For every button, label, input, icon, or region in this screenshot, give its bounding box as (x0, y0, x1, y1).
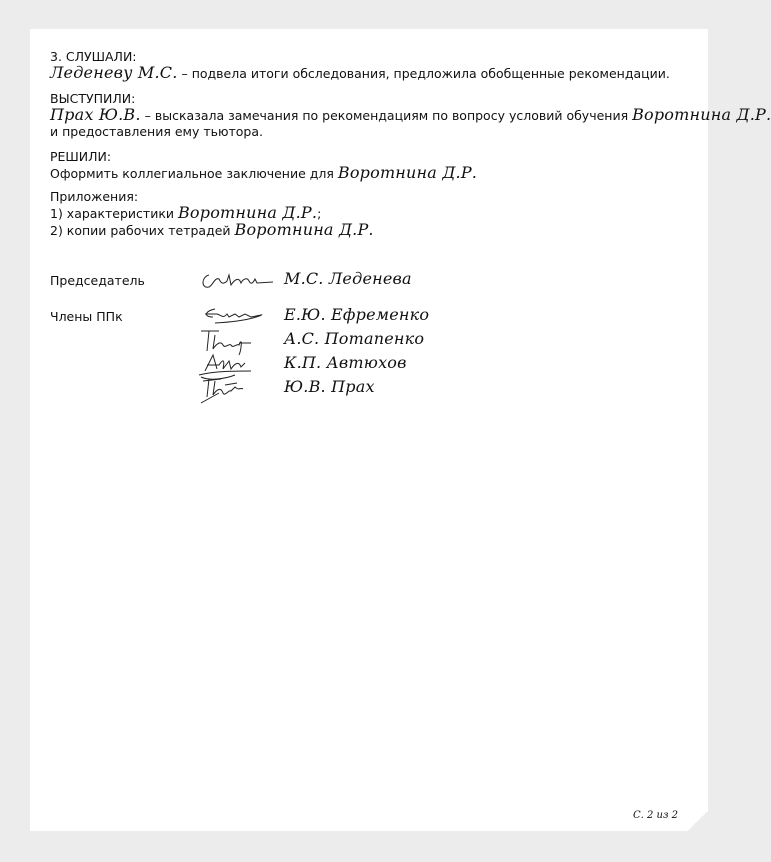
member-row-1 (50, 305, 710, 329)
member-row-3 (50, 353, 710, 377)
spoke-heading: ВЫСТУПИЛИ: (50, 91, 136, 106)
attachment-1-name: Воротнина Д.Р. (177, 203, 318, 222)
decided-text: Оформить коллегиальное заключение для (50, 166, 338, 181)
attachment-1-text: 1) характеристики (50, 206, 178, 221)
member-row-2 (50, 329, 710, 353)
attachments (50, 189, 688, 239)
member-3-name: К.П. Автюхов (284, 353, 407, 372)
heard-text: – подвела итоги обследования, предложила обобщенные рекомендации. (177, 66, 670, 81)
heard-name: Леденеву М.С. (50, 63, 178, 82)
chair-signature (195, 267, 275, 293)
section-heard (50, 49, 688, 82)
spoke-name: Прах Ю.В. (50, 105, 141, 124)
member-1-name: Е.Ю. Ефременко (284, 305, 430, 324)
chair-row (50, 269, 710, 293)
document-page (30, 29, 771, 831)
heard-heading: 3. СЛУШАЛИ: (50, 49, 137, 64)
page-corner-fold (688, 811, 708, 831)
spoke-line (50, 105, 771, 124)
page-number: С. 2 из 2 (633, 810, 678, 821)
attachment-1-end: ; (317, 206, 322, 221)
spoke-text: – высказала замечания по рекомендациям по вопросу условий обучения (140, 108, 633, 123)
chair-role: Председатель (50, 273, 145, 288)
spoke-student: Воротнина Д.Р. (632, 105, 771, 124)
attachment-2-text: 2) копии рабочих тетрадей (50, 223, 235, 238)
decided-heading: РЕШИЛИ: (50, 149, 112, 164)
section-spoke (50, 91, 771, 140)
section-decided (50, 149, 688, 182)
decided-student: Воротнина Д.Р. (337, 163, 478, 182)
chair-name: М.С. Леденева (284, 269, 412, 288)
attachments-heading: Приложения: (50, 189, 139, 204)
members-role: Члены ППк (50, 309, 123, 324)
attachment-2-name: Воротнина Д.Р. (234, 220, 374, 239)
member-2-name: А.С. Потапенко (284, 329, 425, 348)
member-1-signature (195, 303, 275, 329)
heard-line (50, 65, 688, 82)
member-row-4 (50, 377, 710, 401)
spoke-text2: и предоставления ему тьютора. (50, 124, 263, 139)
decided-line (50, 165, 688, 182)
member-4-name: Ю.В. Прах (284, 377, 375, 396)
attachment-item-2 (50, 222, 688, 239)
member-4-signature (195, 375, 275, 405)
